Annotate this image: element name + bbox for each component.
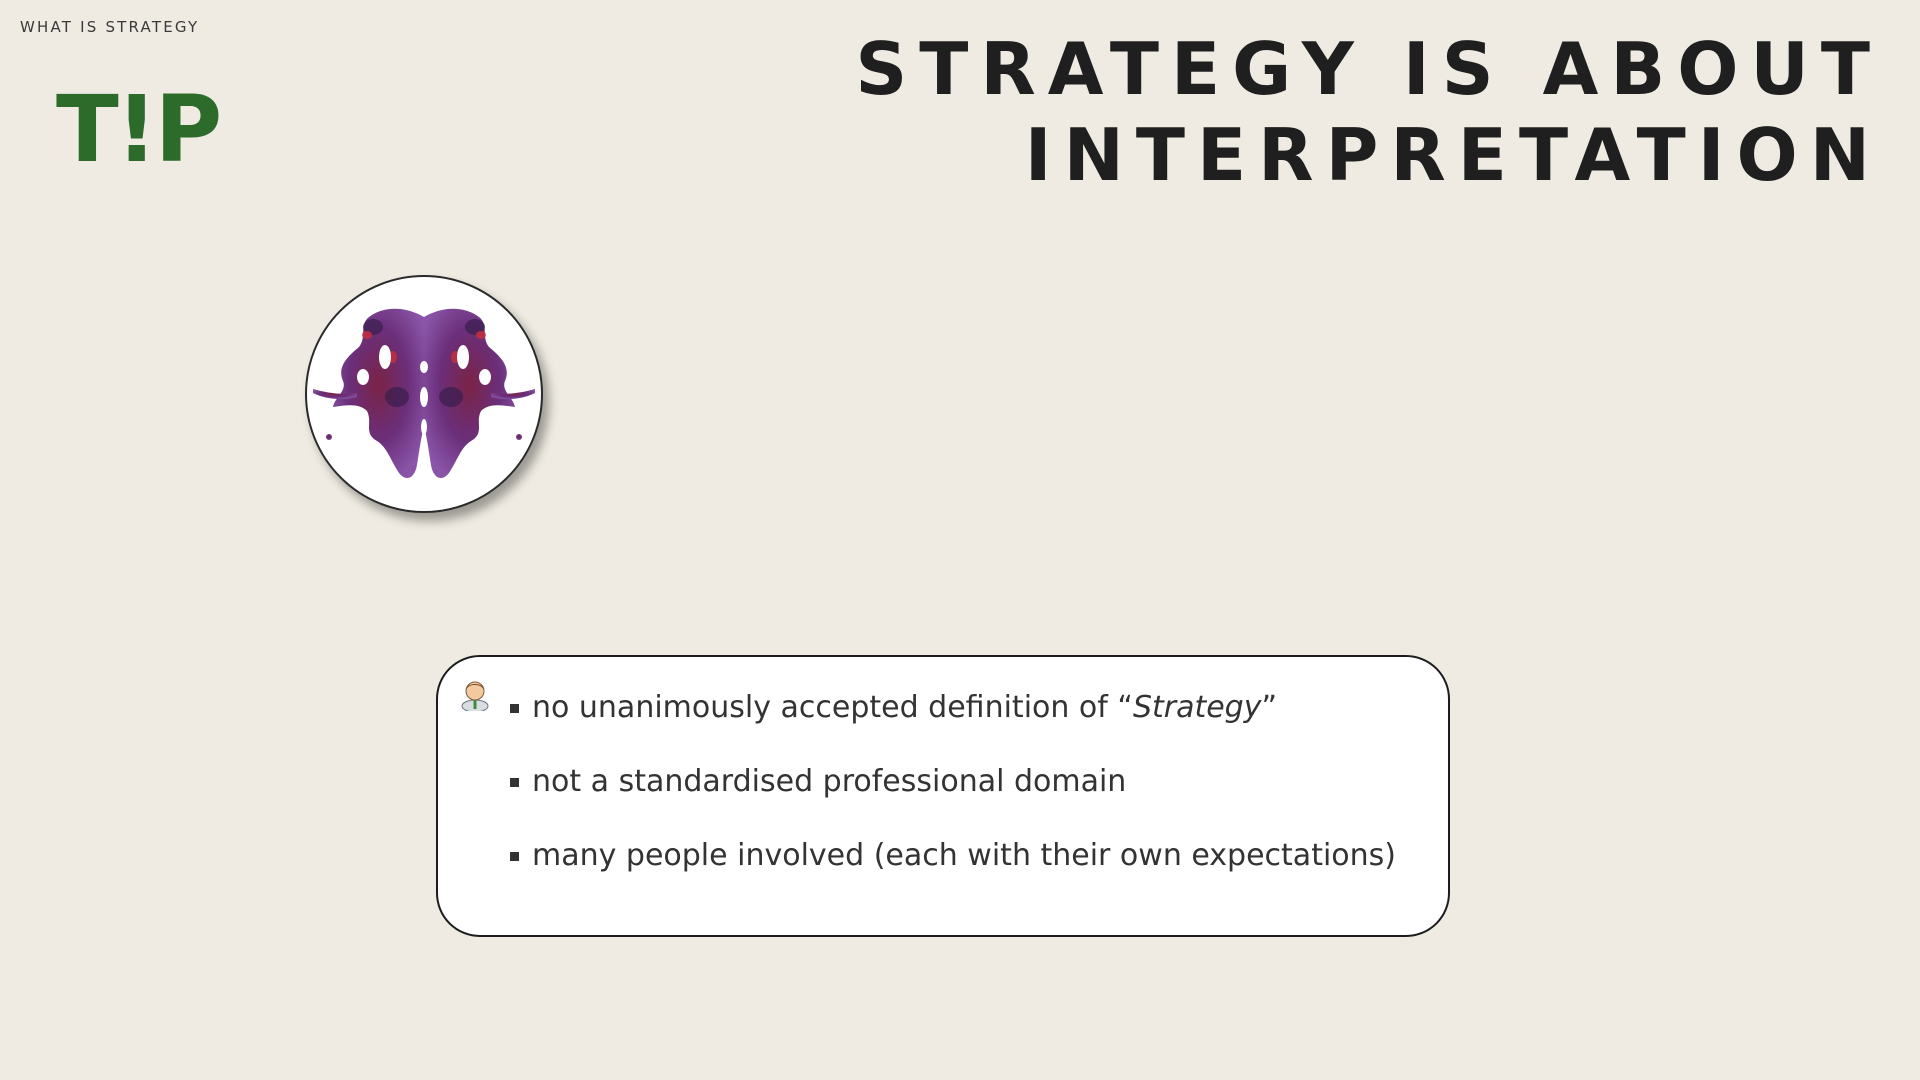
inkblot-image <box>305 275 543 513</box>
page-title-line-2: INTERPRETATION <box>1024 113 1882 197</box>
bullet-square-icon <box>510 778 519 787</box>
page-title <box>782 26 1882 198</box>
bullet-emphasis: Strategy <box>1132 690 1262 725</box>
person-icon <box>458 677 492 711</box>
tip-logo: T!P <box>56 76 220 183</box>
interpretation-callout <box>436 655 1450 937</box>
bullet-item-people: many people involved (each with their own expectations) <box>510 835 1396 909</box>
page-title-line-1: STRATEGY IS ABOUT <box>855 27 1882 111</box>
bullet-item-definition: no unanimously accepted definition of “Strategy” <box>510 687 1396 761</box>
inkblot-icon <box>307 277 541 511</box>
bullet-item-domain: not a standardised professional domain <box>510 761 1396 835</box>
bullet-list <box>510 687 1396 909</box>
bullet-square-icon <box>510 704 519 713</box>
bullet-square-icon <box>510 852 519 861</box>
section-kicker: WHAT IS STRATEGY <box>20 18 200 36</box>
